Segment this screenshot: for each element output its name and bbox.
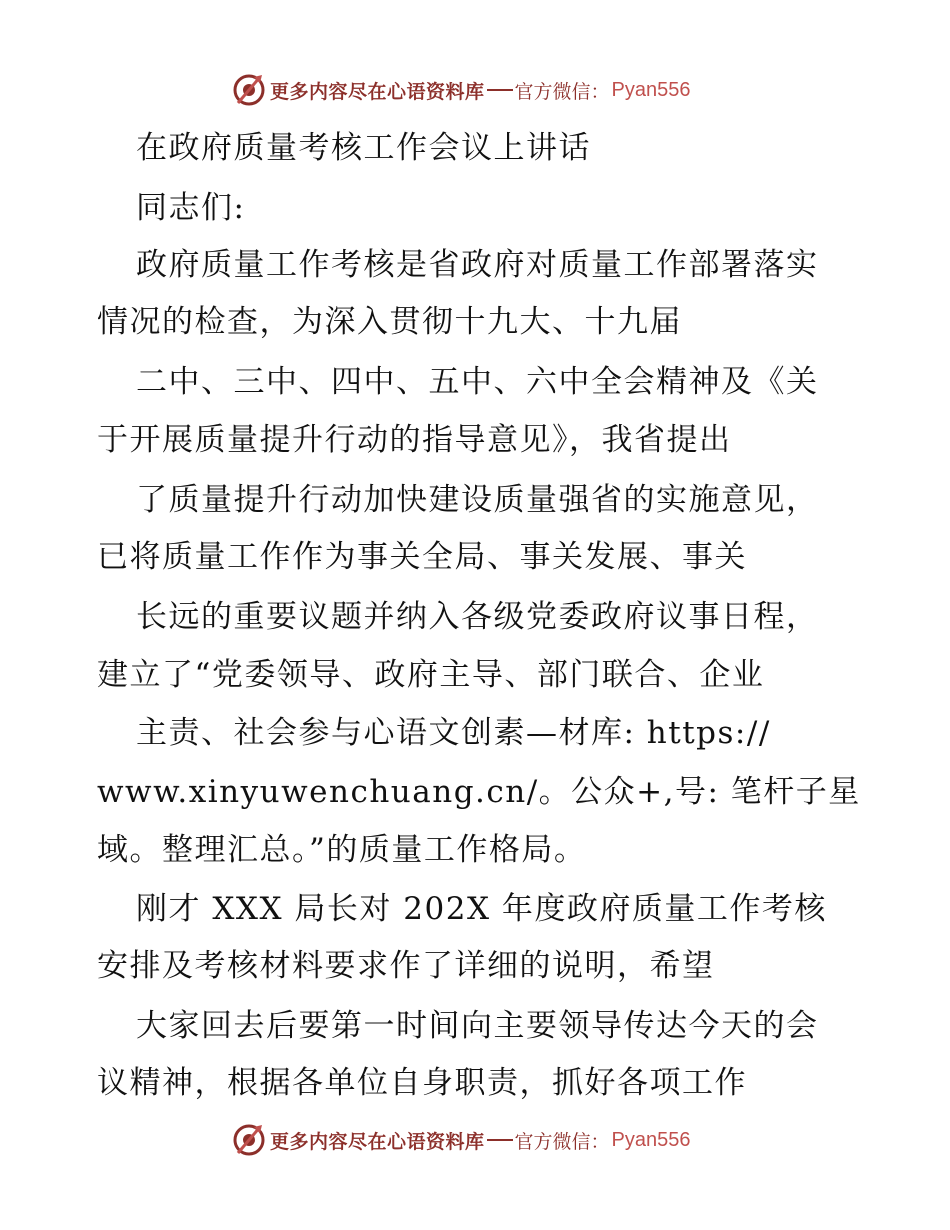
header-watermark	[232, 72, 691, 108]
document-title: 在政府质量考核工作会议上讲话	[136, 130, 591, 166]
text-line: 情况的检查，为深入贯彻十九大、十九届	[97, 304, 682, 340]
text-line: 长远的重要议题并纳入各级党委政府议事日程，	[136, 599, 819, 635]
feather-seal-icon	[232, 73, 266, 107]
text-line: 已将质量工作作为事关全局、事关发展、事关	[97, 539, 747, 575]
text-line: 刚才 XXX 局长对 202X 年度政府质量工作考核	[136, 891, 827, 927]
salutation: 同志们:	[136, 190, 246, 226]
watermark-channel: 官方微信：	[514, 1130, 610, 1153]
watermark-channel: 官方微信：	[514, 80, 610, 103]
text-line: 大家回去后要第一时间向主要领导传达今天的会	[136, 1008, 819, 1044]
watermark-dash	[487, 1139, 513, 1141]
text-line: 安排及考核材料要求作了详细的说明，希望	[97, 948, 715, 984]
text-line: www.xinyuwenchuang.cn/。公众+,号: 笔杆子星	[97, 774, 861, 810]
text-line: 建立了“党委领导、政府主导、部门联合、企业	[97, 657, 765, 693]
feather-seal-icon	[232, 1123, 266, 1157]
text-line: 了质量提升行动加快建设质量强省的实施意见，	[136, 482, 819, 518]
watermark-account: Pyan556	[611, 1128, 691, 1151]
footer-watermark	[232, 1122, 691, 1158]
text-line: 于开展质量提升行动的指导意见》，我省提出	[97, 422, 732, 458]
text-line: 域。整理汇总。”的质量工作格局。	[97, 832, 587, 868]
watermark-account: Pyan556	[611, 78, 691, 101]
text-line: 政府质量工作考核是省政府对质量工作部署落实	[136, 247, 819, 283]
text-line: 议精神，根据各单位自身职责，抓好各项工作	[97, 1065, 747, 1101]
text-line: 主责、社会参与心语文创素—材库: https://	[136, 715, 771, 751]
watermark-brand: 更多内容尽在心语资料库	[270, 1130, 485, 1153]
text-line: 二中、三中、四中、五中、六中全会精神及《关	[136, 364, 819, 400]
watermark-dash	[487, 89, 513, 91]
watermark-brand: 更多内容尽在心语资料库	[270, 80, 485, 103]
